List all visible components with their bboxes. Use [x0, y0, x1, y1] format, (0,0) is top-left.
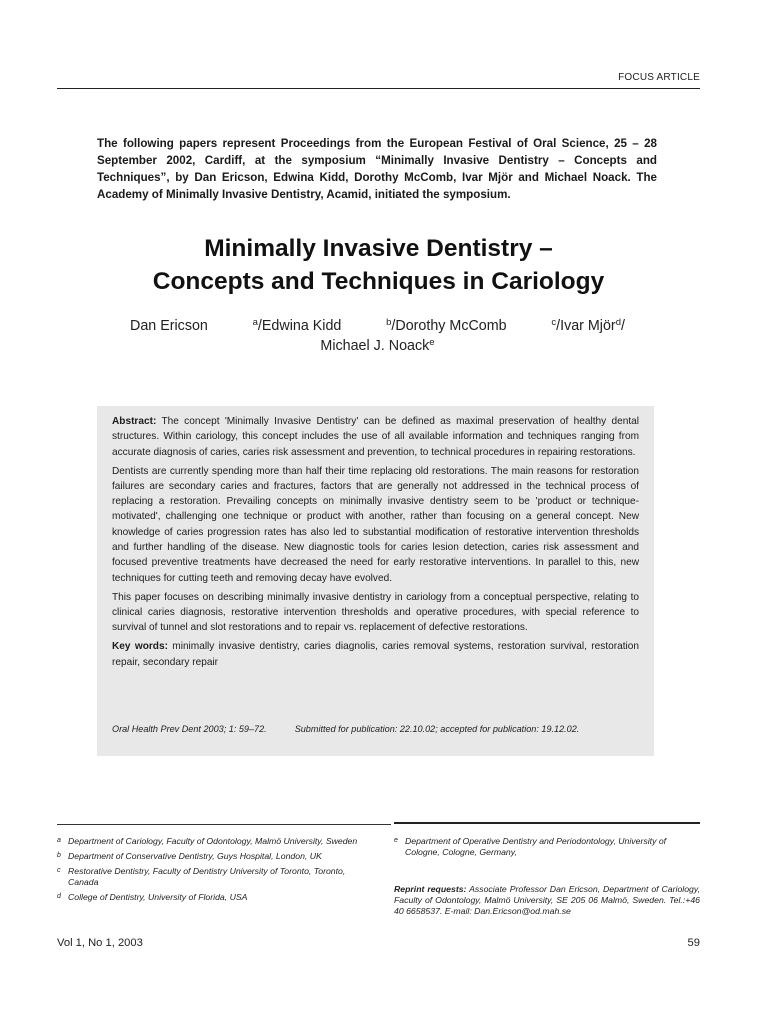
proceedings-intro: The following papers represent Proceedings from the European Festival of Oral Science, 25 – 28 September 2002, Cardiff, at the symposium “Minimally Invasive Dentistry – Concepts and Techniques”, by Dan Ericson, Edwina Kidd, Dorothy McComb, Ivar Mjör and Michael Noack. The Academy of Minimally Invasive Dentistry, Acamid, initiated the symposium.: [97, 137, 657, 201]
keywords-label: Key words:: [112, 641, 168, 653]
section-label: FOCUS ARTICLE: [618, 72, 700, 83]
author-separator: /: [391, 318, 396, 334]
footnotes-left: [57, 836, 365, 907]
footnote-text: Department of Conservative Dentistry, Guys Hospital, London, UK: [68, 851, 322, 861]
abstract-box: [97, 406, 654, 756]
affiliation-mark: c: [551, 317, 557, 328]
footnote: [57, 866, 365, 888]
volume-info: Vol 1, No 1, 2003: [57, 937, 143, 949]
journal-citation: Oral Health Prev Dent 2003; 1: 59–72.: [112, 724, 267, 734]
reprint-text: Associate Professor Dan Ericson, Department of Cariology, Faculty of Odontology, Malmö University, SE 205 06 Malmö, Sweden. Tel.:+46 40 6658537. E-mail: Dan.Ericson@od.mah.se: [394, 884, 700, 916]
page-number: 59: [687, 937, 700, 949]
footnote-text: Department of Operative Dentistry and Periodontology, University of Cologne, Cologne, Germany,: [405, 836, 667, 857]
abstract-label: Abstract:: [112, 416, 157, 427]
footnote: [57, 851, 365, 862]
affiliation-mark: e: [429, 337, 435, 348]
footnote-text: Restorative Dentistry, Faculty of Dentistry University of Toronto, Toronto, Canada: [68, 866, 346, 887]
title-line-1: Minimally Invasive Dentistry –: [204, 235, 553, 262]
affiliation-mark: a: [252, 317, 258, 328]
author-name: Michael J. Noack: [320, 338, 430, 354]
header-rule: [57, 88, 700, 89]
author-list: [130, 316, 625, 356]
affiliation-mark: b: [386, 317, 392, 328]
abstract-paragraph-3: This paper focuses on describing minimally invasive dentistry in cariology from a conceptual perspective, relating to clinical caries diagnosis, restorative intervention thresholds and operative procedures, with special reference to survival of tunnel and slot restorations and to repair vs. replacement of defective restorations.: [112, 591, 639, 634]
abstract-paragraph-2: Dentists are currently spending more than half their time replacing old restorations. The main reasons for restoration failures are secondary caries and fractures, factors that are generally not addressed in the technical process of replacing a restoration. Prevailing concepts on minimally invasive dentistry seem to be 'product or technique-motivated', challenging one technique or product with another, rather than focusing on a general concept. New knowledge of caries progression rates has also led to substantial modification of restorative intervention thresholds and further handling of the disease. New diagnostic tools for caries lesion detection, caries risk assessment and focused preventive treatments have decreased the need for early restorative interventions. In parallel to this, new techniques for cutting teeth and removing decay have evolved.: [112, 465, 639, 584]
abstract-paragraph-1: [112, 414, 639, 460]
footnote-mark: a: [57, 837, 61, 844]
abstract-text: The concept 'Minimally Invasive Dentistry' can be defined as maximal preservation of healthy dental structures. Within cariology, this concept includes the use of all available information and techniques ranging from accurate diagnosis of caries, caries risk assessment and prevention, to technical procedures in repairing restorations.: [112, 416, 639, 458]
affiliation-mark: d: [615, 317, 621, 328]
author-separator: /: [556, 318, 561, 334]
citation-line: [112, 724, 639, 734]
submission-dates: Submitted for publication: 22.10.02; accepted for publication: 19.12.02.: [294, 724, 580, 734]
footnote-rule-left: [57, 824, 391, 825]
reprint-label: Reprint requests:: [394, 884, 467, 894]
footnote-mark: d: [57, 893, 61, 900]
footnote: [394, 836, 700, 858]
author-name: Edwina Kidd: [261, 318, 342, 334]
keywords: [112, 639, 639, 670]
footnote-mark: e: [394, 837, 398, 844]
footnote-text: Department of Cariology, Faculty of Odontology, Malmö University, Sweden: [68, 836, 358, 846]
footnote-text: College of Dentistry, University of Florida, USA: [68, 892, 248, 902]
author-name: Ivar Mjör: [560, 318, 616, 334]
footnote-mark: b: [57, 852, 61, 859]
footnotes-right: [394, 836, 700, 917]
author-separator: /: [621, 318, 625, 334]
author-name: Dan Ericson: [130, 318, 208, 334]
article-title: [57, 232, 700, 298]
title-line-2: Concepts and Techniques in Cariology: [152, 268, 605, 295]
footnote: [57, 836, 365, 847]
author-name: Dorothy McComb: [395, 318, 507, 334]
author-separator: /: [257, 318, 262, 334]
footnote: [57, 892, 365, 903]
footnote-mark: c: [57, 867, 61, 874]
keywords-text: minimally invasive dentistry, caries diagnolis, caries removal systems, restoration survival, restoration repair, secondary repair: [112, 641, 639, 668]
footnote-rule-right: [394, 822, 700, 824]
reprint-requests: [394, 884, 700, 917]
